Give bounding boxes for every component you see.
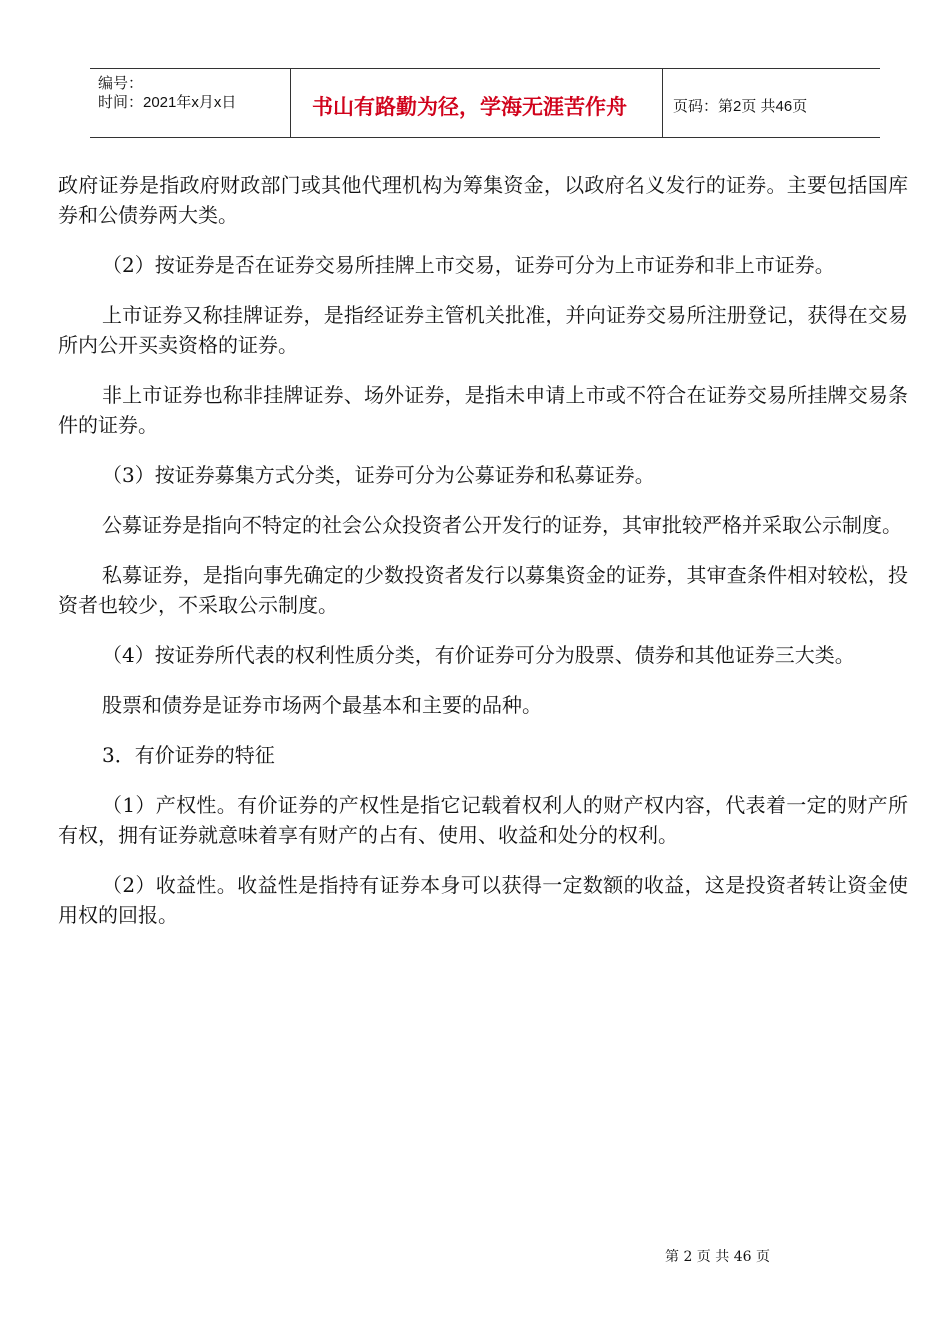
paragraph-stocks-bonds: 股票和债券是证券市场两个最基本和主要的品种。 [102,693,542,717]
document-body [58,170,908,950]
document-number-label: 编号： [98,75,144,92]
paragraph-listed-securities: 上市证券又称挂牌证券，是指经证券主管机关批准，并向证券交易所注册登记，获得在交易所内公开买卖资格的证券。 [58,303,908,357]
paragraph-profitability: （2）收益性。收益性是指持有证券本身可以获得一定数额的收益，这是投资者转让资金使用权的回报。 [58,873,908,927]
paragraph-rights-classification: （4）按证券所代表的权利性质分类，有价证券可分为股票、债券和其他证券三大类。 [102,643,855,667]
paragraph-listing-classification: （2）按证券是否在证券交易所挂牌上市交易，证券可分为上市证券和非上市证券。 [102,253,835,277]
header-motto: 书山有路勤为径，学海无涯苦作舟 [312,95,627,119]
paragraph-public-offering: 公募证券是指向不特定的社会公众投资者公开发行的证券，其审批较严格并采取公示制度。 [102,513,902,537]
paragraph-private-placement: 私募证券，是指向事先确定的少数投资者发行以募集资金的证券，其审查条件相对较松，投资者也较少，不采取公示制度。 [58,563,908,617]
paragraph-offering-classification: （3）按证券募集方式分类，证券可分为公募证券和私募证券。 [102,463,655,487]
page-footer: 第 2 页 共 46 页 [665,1249,770,1265]
paragraph-government-securities: 政府证券是指政府财政部门或其他代理机构为筹集资金，以政府名义发行的证券。主要包括国库券和公债券两大类。 [58,173,908,227]
document-header [90,68,880,138]
header-page-number: 页码：第2页 共46页 [673,98,808,115]
section-heading-features: 3．有价证券的特征 [102,743,275,767]
paragraph-property-rights: （1）产权性。有价证券的产权性是指它记载着权利人的财产权内容，代表着一定的财产所有权，拥有证券就意味着享有财产的占有、使用、收益和处分的权利。 [58,793,908,847]
document-date-label: 时间：2021年x月x日 [98,94,237,111]
paragraph-unlisted-securities: 非上市证券也称非挂牌证券、场外证券，是指未申请上市或不符合在证券交易所挂牌交易条件的证券。 [58,383,908,437]
header-meta-cell [90,69,291,137]
header-motto-cell [290,69,663,137]
header-page-cell [663,69,880,137]
